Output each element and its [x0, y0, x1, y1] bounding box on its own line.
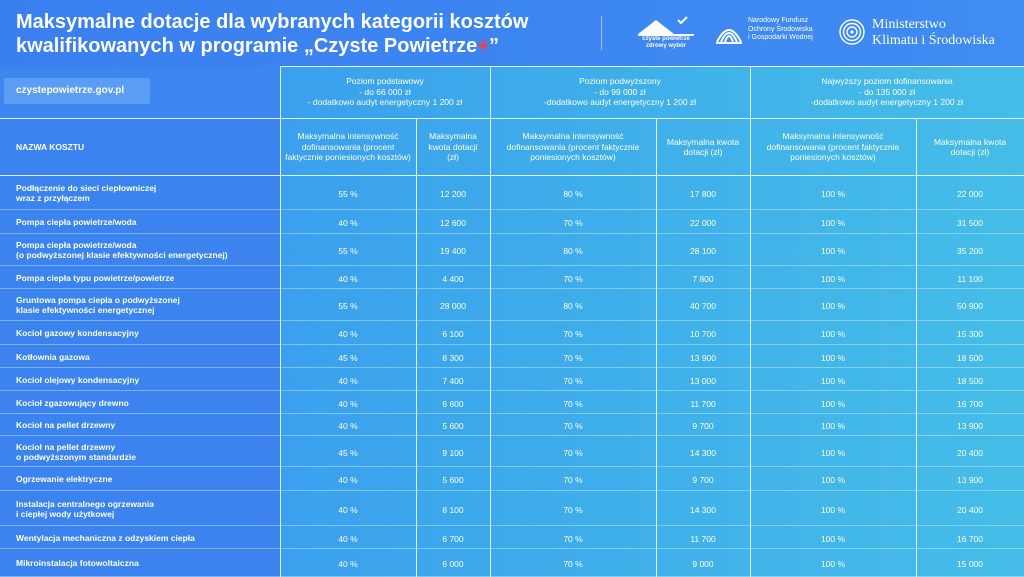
- row-separator: [0, 548, 1024, 549]
- cell-value: 13 900: [957, 421, 983, 431]
- cell-value: 11 700: [690, 533, 716, 544]
- ministry-logo-text: Ministerstwo Klimatu i Środowiska: [872, 17, 995, 48]
- cell-value: 9 700: [692, 475, 714, 485]
- cell-value: 100 %: [820, 421, 846, 431]
- level-header-line2: - do 99 000 zł: [594, 86, 646, 97]
- row-separator: [0, 265, 1024, 266]
- cost-name: Pompa ciepła powietrze/woda: [16, 217, 137, 227]
- cell-value: 6 600: [442, 398, 464, 409]
- amount-subheader: Maksymalna kwota dotacji (zł): [933, 136, 1007, 157]
- amount-subheader: Maksymalna kwota dotacji (zł): [666, 136, 740, 157]
- cell-value: 40 %: [338, 475, 358, 485]
- cell-value: 7 400: [442, 375, 464, 386]
- cell-value: 100 %: [820, 246, 846, 256]
- cell-value: 13 900: [690, 352, 716, 363]
- cell-value: 19 400: [440, 246, 466, 256]
- cell-value: 20 400: [957, 504, 983, 515]
- cell-value: 40 %: [338, 273, 358, 284]
- level-header-line1: Poziom podwyższony: [579, 76, 661, 87]
- ministry-fingerprint-icon: [838, 18, 866, 46]
- cost-name: Pompa ciepła typu powietrze/powietrze: [16, 272, 175, 283]
- cell-value: 13 900: [957, 475, 983, 485]
- cell-value: 40 %: [338, 329, 358, 339]
- cell-value: 100 %: [820, 559, 846, 569]
- intensity-subheader: Maksymalna intensywność dofinansowania (procent faktycznie poniesionych kosztów): [766, 131, 900, 163]
- level-divider: [490, 66, 491, 577]
- cell-value: 100 %: [820, 533, 846, 544]
- cell-value: 70 %: [563, 329, 583, 339]
- cost-name: Kocioł zgazowujący drewno: [16, 397, 129, 408]
- cell-value: 13 000: [690, 375, 716, 386]
- cell-value: 55 %: [338, 246, 358, 256]
- header-banner: [0, 0, 1024, 66]
- level-bottom-line: [0, 118, 1024, 119]
- cost-name: Kotłownia gazowa: [16, 351, 90, 362]
- cell-value: 100 %: [820, 218, 846, 228]
- cell-value: 12 600: [440, 218, 466, 228]
- cell-value: 6 000: [442, 559, 464, 569]
- cell-value: 70 %: [563, 352, 583, 363]
- cell-value: 100 %: [820, 375, 846, 386]
- cell-value: 40 %: [338, 218, 358, 228]
- cell-value: 70 %: [563, 475, 583, 485]
- cell-value: 10 700: [690, 329, 716, 339]
- cell-value: 22 000: [957, 189, 983, 199]
- cell-value: 100 %: [820, 447, 846, 458]
- czyste-powietrze-logo-text: czyste powietrze zdrowy wybór: [642, 36, 690, 49]
- name-column-header: NAZWA KOSZTU: [16, 142, 85, 152]
- cost-name: Wentylacja mechaniczna z odzyskiem ciepła: [16, 532, 195, 543]
- cost-name: Instalacja centralnego ogrzewania i ciepłej wody użytkowej: [16, 498, 154, 519]
- cost-name: Kocioł olejowy kondensacyjny: [16, 374, 140, 385]
- title-line-2: kwalifikowanych w programie „Czyste Powietrze: [16, 35, 478, 57]
- cell-value: 22 000: [690, 218, 716, 228]
- level-header-line3: -dodatkowo audyt energetyczny 1 200 zł: [810, 97, 964, 108]
- cost-name: Kocioł na pellet drzewny: [16, 420, 116, 430]
- cell-value: 70 %: [563, 533, 583, 544]
- cost-name: Kocioł na pellet drzewny o podwyższonym standardzie: [16, 441, 136, 462]
- website-link[interactable]: czystepowietrze.gov.pl: [4, 78, 150, 104]
- row-separator: [0, 233, 1024, 234]
- cell-value: 6 100: [442, 329, 464, 339]
- cell-value: 7 800: [692, 273, 714, 284]
- cell-value: 100 %: [820, 273, 846, 284]
- level-divider: [750, 66, 751, 577]
- cell-value: 40 %: [338, 375, 358, 386]
- cell-value: 100 %: [820, 504, 846, 515]
- cell-value: 18 500: [957, 352, 983, 363]
- cell-value: 100 %: [820, 329, 846, 339]
- row-separator: [0, 435, 1024, 436]
- level-header-line2: - do 66 000 zł: [359, 86, 411, 97]
- cell-value: 70 %: [563, 375, 583, 386]
- level-divider: [280, 66, 281, 577]
- cell-value: 100 %: [820, 189, 846, 199]
- intensity-subheader: Maksymalna intensywność dofinansowania (procent faktycznie poniesionych kosztów): [506, 131, 640, 163]
- cell-value: 4 400: [442, 273, 464, 284]
- cost-name: Pompa ciepła powietrze/woda (o podwyższonej klasie efektywności energetycznej): [16, 240, 228, 260]
- level-header-2: [490, 66, 750, 118]
- cell-value: 50 900: [957, 301, 983, 311]
- cell-value: 5 600: [442, 421, 464, 431]
- cell-value: 16 700: [957, 533, 983, 544]
- nfosigw-logo-icon: [714, 16, 744, 46]
- cell-value: 15 300: [957, 329, 983, 339]
- logo-divider: [601, 16, 602, 50]
- row-separator: [0, 288, 1024, 289]
- level-header-line3: - dodatkowo audyt energetyczny 1 200 zł: [307, 97, 463, 108]
- cell-value: 100 %: [820, 398, 846, 409]
- cell-value: 100 %: [820, 301, 846, 311]
- title-end: ”: [488, 35, 499, 57]
- cost-name: Mikroinstalacja fotowoltaiczna: [16, 558, 139, 568]
- cell-value: 40 %: [338, 504, 358, 515]
- cell-value: 80 %: [563, 189, 583, 199]
- row-separator: [0, 490, 1024, 491]
- cell-value: 11 100: [957, 273, 983, 284]
- cell-value: 35 200: [957, 246, 983, 256]
- cell-value: 40 %: [338, 421, 358, 431]
- cell-value: 80 %: [563, 246, 583, 256]
- level-header-line1: Poziom podstawowy: [346, 76, 424, 87]
- amount-subheader: Maksymalna kwota dotacji (zł): [428, 131, 478, 163]
- cost-name: Ogrzewanie elektryczne: [16, 474, 113, 484]
- row-separator: [0, 466, 1024, 467]
- cell-value: 70 %: [563, 218, 583, 228]
- cell-value: 70 %: [563, 273, 583, 284]
- cell-value: 6 700: [442, 533, 464, 544]
- cell-value: 17 800: [690, 189, 716, 199]
- cell-value: 12 200: [440, 189, 466, 199]
- row-separator: [0, 344, 1024, 345]
- cell-value: 9 100: [442, 447, 464, 458]
- cell-value: 100 %: [820, 475, 846, 485]
- row-separator: [0, 320, 1024, 321]
- cost-name: Gruntowa pompa ciepła o podwyższonej klasie efektywności energetycznej: [16, 295, 180, 315]
- title-plus: +: [477, 35, 489, 57]
- row-separator: [0, 367, 1024, 368]
- cell-value: 70 %: [563, 421, 583, 431]
- cell-value: 15 000: [957, 559, 983, 569]
- row-separator: [0, 390, 1024, 391]
- cell-value: 14 300: [690, 504, 716, 515]
- cell-value: 9 000: [692, 559, 714, 569]
- cell-value: 100 %: [820, 352, 846, 363]
- cell-value: 5 600: [442, 475, 464, 485]
- cell-value: 70 %: [563, 559, 583, 569]
- cell-value: 9 700: [692, 421, 714, 431]
- subheader-bottom-line: [0, 175, 1024, 176]
- level-header-1: [280, 66, 490, 118]
- row-separator: [0, 413, 1024, 414]
- cell-value: 16 700: [957, 398, 983, 409]
- level-header-line3: -dodatkowo audyt energetyczny 1 200 zł: [543, 97, 697, 108]
- row-separator: [0, 209, 1024, 210]
- cell-value: 18 500: [957, 375, 983, 386]
- cell-value: 20 400: [957, 447, 983, 458]
- cell-value: 70 %: [563, 504, 583, 515]
- level-header-line1: Najwyższy poziom dofinansowania: [821, 76, 953, 87]
- cell-value: 28 100: [690, 246, 716, 256]
- cell-value: 8 100: [442, 504, 464, 515]
- cell-value: 28 000: [440, 301, 466, 311]
- cell-value: 45 %: [338, 352, 358, 363]
- level-header-line2: - do 135 000 zł: [858, 86, 916, 97]
- cell-value: 40 %: [338, 398, 358, 409]
- cell-value: 55 %: [338, 189, 358, 199]
- cell-value: 70 %: [563, 398, 583, 409]
- page-title: [16, 10, 528, 58]
- cell-value: 40 %: [338, 533, 358, 544]
- cell-value: 40 700: [690, 301, 716, 311]
- intensity-subheader: Maksymalna intensywność dofinansowania (procent faktycznie poniesionych kosztów): [285, 131, 411, 163]
- cell-value: 55 %: [338, 301, 358, 311]
- cell-value: 14 300: [690, 447, 716, 458]
- cell-value: 8 300: [442, 352, 464, 363]
- cell-value: 80 %: [563, 301, 583, 311]
- cell-value: 40 %: [338, 559, 358, 569]
- nfosigw-logo-text: Narodowy Fundusz Ochrony Środowiska i Gospodarki Wodnej: [748, 17, 813, 41]
- cost-name: Kocioł gazowy kondensacyjny: [16, 328, 139, 338]
- cell-value: 11 700: [690, 398, 716, 409]
- header-top-line: [280, 66, 1024, 67]
- cost-name: Podłączenie do sieci ciepłowniczej wraz z przyłączem: [16, 183, 157, 203]
- row-separator: [0, 525, 1024, 526]
- level-header-3: [750, 66, 1024, 118]
- cell-value: 31 500: [957, 218, 983, 228]
- cell-value: 70 %: [563, 447, 583, 458]
- title-line-1: Maksymalne dotacje dla wybranych kategorii kosztów: [16, 11, 529, 33]
- cell-value: 45 %: [338, 447, 358, 458]
